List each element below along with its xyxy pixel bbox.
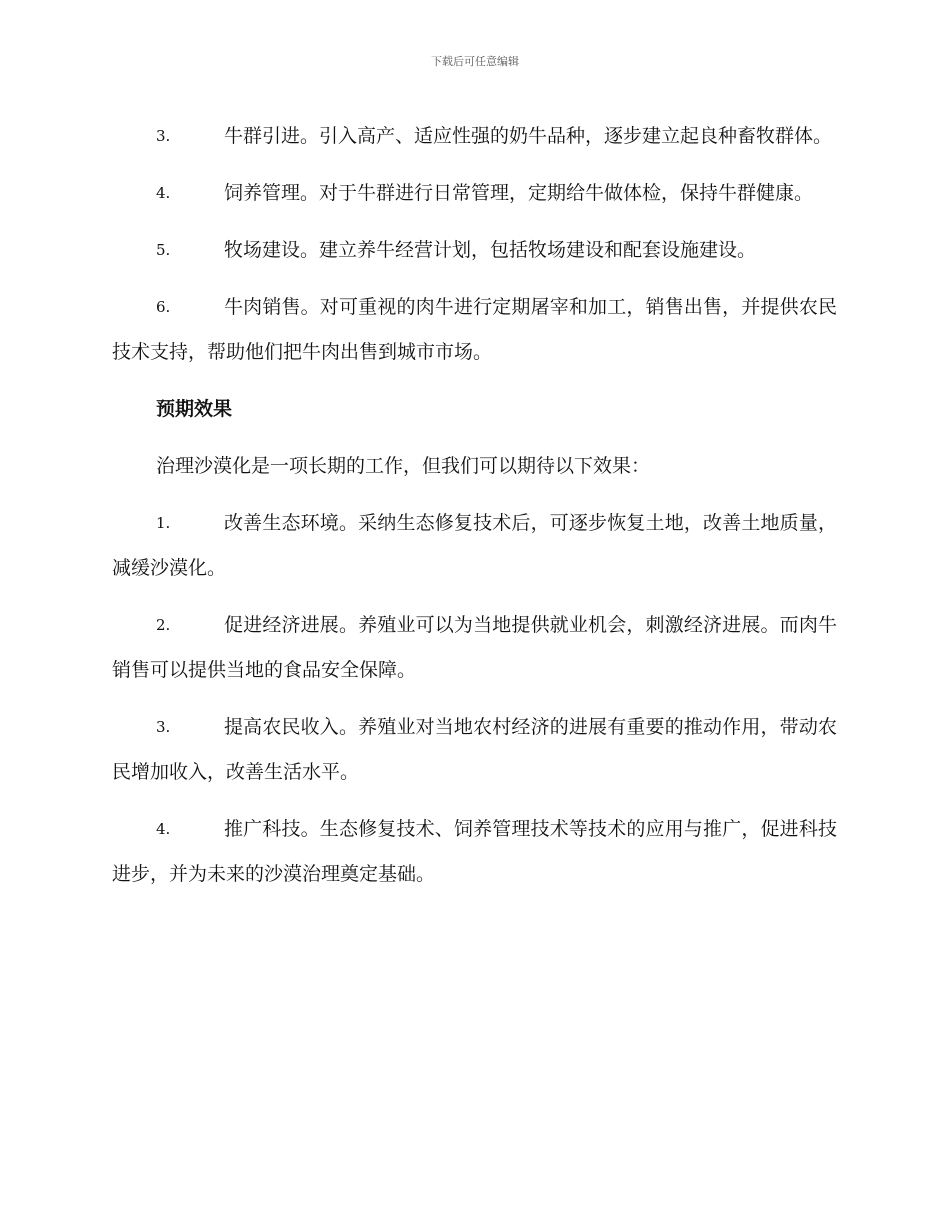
- list-item-number: 3.: [156, 718, 171, 736]
- list-item-number: 6.: [156, 298, 171, 316]
- list-item-number: 4.: [156, 184, 171, 202]
- list-item: [112, 228, 837, 273]
- list-item: [112, 171, 837, 216]
- list-item-number: 1.: [156, 514, 171, 532]
- list-item-text: 牛肉销售。对可重视的肉牛进行定期屠宰和加工，销售出售，并提供农民技术支持，帮助他们把牛肉出售到城市市场。: [112, 296, 837, 363]
- list-item-text: 牧场建设。建立养牛经营计划，包括牧场建设和配套设施建设。: [224, 239, 757, 261]
- list-item-text: 推广科技。生态修复技术、饲养管理技术等技术的应用与推广，促进科技进步，并为未来的沙漠治理奠定基础。: [112, 818, 837, 885]
- list-item: [112, 705, 837, 795]
- list-item-text: 促进经济进展。养殖业可以为当地提供就业机会，刺激经济进展。而肉牛销售可以提供当地的食品安全保障。: [112, 614, 837, 681]
- list-item-number: 5.: [156, 241, 171, 259]
- section-intro: 治理沙漠化是一项长期的工作，但我们可以期待以下效果：: [156, 455, 651, 477]
- list-item-number: 4.: [156, 820, 171, 838]
- document-body: [112, 114, 837, 909]
- list-item: [112, 807, 837, 897]
- list-item-text: 饲养管理。对于牛群进行日常管理，定期给牛做体检，保持牛群健康。: [224, 182, 814, 204]
- section-heading: 预期效果: [156, 398, 233, 420]
- list-item-text: 改善生态环境。采纳生态修复技术后，可逐步恢复土地，改善土地质量，减缓沙漠化。: [112, 512, 837, 579]
- list-item-text: 提高农民收入。养殖业对当地农村经济的进展有重要的推动作用，带动农民增加收入，改善生活水平。: [112, 716, 837, 783]
- list-item: [112, 603, 837, 693]
- list-item: [112, 285, 837, 375]
- list-item-number: 2.: [156, 616, 171, 634]
- list-item: [112, 501, 837, 591]
- list-item: [112, 114, 837, 159]
- list-item-text: 牛群引进。引入高产、适应性强的奶牛品种，逐步建立起良种畜牧群体。: [224, 125, 833, 147]
- page-header: 下载后可任意编辑: [431, 55, 519, 68]
- list-item-number: 3.: [156, 127, 171, 145]
